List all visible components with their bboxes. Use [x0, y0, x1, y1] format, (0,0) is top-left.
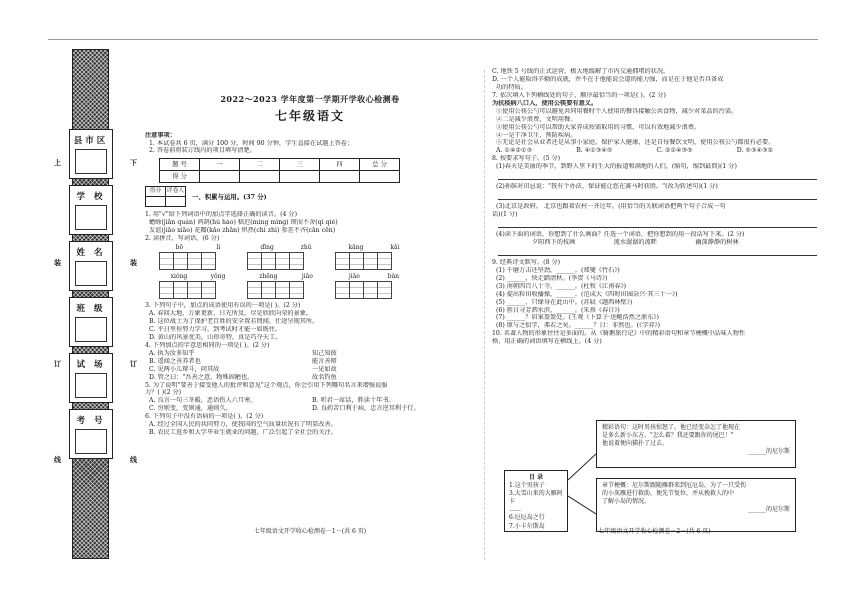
page-divider — [484, 70, 485, 560]
top-rule — [48, 39, 818, 40]
writing-cell[interactable] — [201, 281, 216, 299]
q10-toc — [504, 470, 568, 532]
q4-stem: 4. 下列加点的字意思相同的一项是( )。(2 分) — [145, 341, 270, 349]
writing-cell[interactable] — [201, 252, 216, 270]
pinyin: bō — [175, 244, 184, 252]
q6-option: B. 农民工返乡和大学毕业生就业的问题，广泛引起了全社会的关注。 — [149, 429, 337, 437]
field-county — [69, 129, 113, 179]
q4-left: D. 管之曰："吾善之意，物殊固陋也。 — [149, 373, 254, 381]
field-name — [69, 241, 113, 291]
writing-cell[interactable] — [275, 281, 290, 299]
summary-line: 章节梗概：尼尔斯跟随雁群来到厄厄岛。为了一只受伤 — [602, 482, 747, 489]
q4-right: 知己知彼 — [312, 349, 337, 357]
pinyin: bàn — [387, 273, 400, 281]
summary-line: 了解小岛的情况。 — [602, 498, 651, 506]
q6-option: C. 地铁 5 号线的正式运营，极大地缓解了市内交通拥堵的状况。 — [492, 68, 670, 75]
mark-zhuang-right: 装 — [130, 258, 137, 267]
q4-left: A. 执为汝多知乎 — [149, 349, 195, 357]
q5-option — [145, 405, 475, 413]
q8-s1: (1)春天是美丽的季节，到野人里下的生大的报道和满地的人们，(缩句，缩到最简)(1 分) — [496, 163, 737, 171]
q10-stem-cont: 格，用正确的词语填写在横线上。(4 分) — [492, 338, 602, 346]
field-county-label: 县市区 — [73, 136, 109, 146]
q2-row — [159, 244, 475, 270]
field-name-label: 姓 名 — [76, 248, 106, 258]
q5-stem-cont: 力？( )(2 分) — [145, 389, 182, 397]
field-class — [69, 297, 113, 347]
field-school — [69, 185, 113, 235]
q6-option: A. 经过全国人民的共同努力，使我国的空气质量状况有了明显改善。 — [149, 421, 337, 429]
field-class-input[interactable] — [75, 317, 107, 342]
q3-stem: 3. 下列句子中，加点的成语使用有误的一项是( )。(2 分) — [145, 302, 301, 310]
section-1-header — [145, 186, 475, 207]
q9-line: (1) 千磨万击还坚劲，______。(郑燮《竹石》) — [496, 266, 620, 274]
q8-word: 夕阳西下的枝画 — [532, 238, 576, 246]
pinyin: yǒng — [210, 273, 226, 281]
score-table-header — [160, 159, 400, 171]
q9-line: (2) ______，快走踏清秋。(李贺《马诗》) — [496, 274, 608, 282]
q5-opt: C. 穷则变，变则通，通则久。 — [149, 405, 232, 413]
writing-cell[interactable] — [335, 252, 350, 270]
q7-option: D. ⑤③④③② — [736, 147, 774, 155]
field-county-input[interactable] — [75, 149, 107, 174]
writing-cell[interactable] — [247, 281, 262, 299]
pinyin: dīng — [260, 244, 274, 252]
reviewer-cell[interactable] — [166, 197, 186, 207]
toc-title: 目 录 — [528, 474, 544, 481]
q9-line: (6) 胜日寻芳泗水滨，______。(朱熹《春日》) — [496, 306, 620, 314]
page-2 — [492, 68, 817, 535]
q9-line: (5) ______，只缘身在此山中。(苏轼《题西林壁》) — [496, 298, 633, 306]
score-table-row — [160, 171, 400, 183]
q8-s3: (3)北京是政府。 北京也跟着农村一齐过年。(用恰当的关联词语把两个句子合成一句 — [496, 203, 726, 211]
field-number-input[interactable] — [75, 429, 107, 454]
writing-cell[interactable] — [335, 281, 350, 299]
pinyin: li — [216, 244, 221, 252]
q3-option: D. 黄山的风景优美，山形奇特，真是巧夺天工。 — [149, 333, 282, 341]
q8-word: 流水潺潺的流畔 — [613, 238, 657, 246]
q7-option: C. ②①④③⑤ — [656, 147, 693, 155]
q4-option — [145, 374, 475, 382]
writing-cell[interactable] — [363, 252, 378, 270]
writing-cell[interactable] — [349, 281, 364, 299]
q8-s2: (2)孙膑对田忌说："我有个办法，保证能让您在赛马时获胜。"(改为转述句)(1 分) — [496, 183, 718, 191]
q9-stem: 9. 经典诗文默写。(8 分) — [492, 258, 561, 266]
mark-xian-right: 线 — [130, 455, 137, 464]
toc-item: 6.厄厄岛之行 — [509, 514, 545, 522]
writing-cell[interactable] — [377, 252, 392, 270]
q9-line: (3) 南朝四百八十寺，______。(杜牧《江南春》) — [496, 282, 627, 290]
score-cell[interactable] — [240, 171, 280, 183]
pinyin: kǎng — [348, 244, 364, 252]
footer-right: 七年级语文开学收心检测卷－2－(共 6 页) — [598, 528, 711, 535]
q2-stem: 2. 读拼音，写词语。(6 分) — [145, 235, 220, 243]
reviewer-table — [145, 186, 186, 207]
reviewer-score-label: 得分 — [146, 187, 166, 197]
score-header-cell: 总 分 — [360, 159, 400, 171]
q4-option — [145, 358, 475, 366]
q2-group — [159, 273, 237, 299]
q9-line: (8) 原与之俱学，弗若之矣。______？日：非然也。(《学弈》) — [496, 322, 661, 330]
q4-option — [145, 366, 475, 374]
q7-item: ⑤无论是社会从业者还是从事小家庭，保护家人健康，还是自每餐饮文明，使用公筷公勺都很有必要。 — [496, 139, 775, 147]
writing-cell[interactable] — [377, 281, 392, 299]
mark-xian-left: 线 — [54, 455, 61, 464]
q5-opt: A. 良言一句三冬暖，恶语伤人六月寒。 — [149, 397, 257, 405]
score-header-cell: 二 — [240, 159, 280, 171]
page-1 — [145, 70, 475, 535]
answer-line[interactable] — [498, 221, 817, 228]
q3-option: C. 平日里你努力学习，到考试时才能一如既往。 — [149, 325, 282, 333]
score-cell[interactable] — [200, 171, 240, 183]
q8-words — [492, 239, 817, 247]
field-name-input[interactable] — [75, 261, 107, 286]
toc-item: 7.小卡尔斯岛 — [509, 522, 545, 530]
q2-group — [159, 244, 237, 270]
mark-ding-left: 订 — [54, 359, 61, 368]
q4-right: 故名钓鱼 — [312, 373, 337, 381]
q7-item: ③使用公筷公勺可以帮助大家养成按需取用的习惯，可以有效地减少浪费。 — [496, 123, 701, 131]
writing-cell[interactable] — [159, 281, 174, 299]
writing-cell[interactable] — [173, 252, 188, 270]
exam-title: 2022～2023 学年度第一学期开学收心检测卷 — [220, 94, 400, 104]
mark-zhuang-left: 装 — [54, 258, 61, 267]
answer-line[interactable] — [498, 193, 817, 200]
q8-word: 幽深静静的树林 — [695, 238, 739, 246]
field-room — [69, 353, 113, 403]
q7-option: A. ①④②①③ — [496, 147, 533, 155]
notes-title: 注意事项： — [145, 131, 176, 139]
score-row-label: 得 分 — [160, 171, 200, 183]
q10-stem: 10. 名著人物的形象往往是多面的。从《骑鹅旅行记》中的精彩语句和章节梗概中品味人物性 — [492, 330, 746, 338]
writing-cell[interactable] — [349, 252, 364, 270]
subject-title: 七年级语文 — [274, 109, 345, 124]
writing-cell[interactable] — [247, 252, 262, 270]
section-1-title: 一、积累与运用。(37 分) — [192, 192, 267, 201]
writing-cell[interactable] — [187, 252, 202, 270]
q2-group — [247, 273, 325, 299]
pinyin: jiāo — [301, 273, 313, 281]
field-room-input[interactable] — [75, 373, 107, 398]
pinyin: xióng — [170, 273, 188, 281]
pinyin: jiāo — [348, 273, 360, 281]
q10-connector-lines — [568, 446, 596, 536]
writing-cell[interactable] — [261, 281, 276, 299]
writing-cell[interactable] — [173, 281, 188, 299]
q10-summary-box — [596, 478, 796, 532]
score-header-cell: 四 — [320, 159, 360, 171]
q2-group — [335, 273, 413, 299]
score-table — [159, 158, 400, 183]
score-cell[interactable] — [360, 171, 400, 183]
writing-cell[interactable] — [159, 252, 174, 270]
answer-line[interactable] — [498, 173, 817, 180]
q7-option: B. ④①③④⑤ — [576, 147, 613, 155]
excerpt-line: 他说着便向猫扑了过去。 — [602, 440, 669, 448]
binding-strip — [50, 44, 142, 564]
q3-option: A. 春回大地，万象更新，日光所及，尽是欣欣向荣的景象。 — [149, 310, 313, 318]
answer-line[interactable] — [498, 249, 817, 256]
writing-cell[interactable] — [187, 281, 202, 299]
pinyin: zhēng — [259, 273, 278, 281]
q5-stem: 5. 为了说明"要善于接受他人的批评和意见"这个观点，你会引用下列哪句名言来增强说服 — [145, 381, 388, 389]
summary-answer[interactable]: ______的尼尔斯 — [747, 506, 790, 514]
q2-group — [335, 244, 413, 270]
toc-item: 1.这个男孩子 — [509, 482, 545, 490]
field-school-input[interactable] — [75, 205, 107, 230]
q7-prompt: 为抗疫病八口入，使用公筷要有意义。 — [492, 99, 598, 107]
field-number — [69, 409, 113, 459]
footer-left: 七年级语文开学收心检测卷－1－(共 6 页) — [253, 528, 367, 535]
mark-ding-right: 订 — [130, 359, 137, 368]
mark-top-right: 下 — [130, 158, 137, 167]
excerpt-line: 精彩语句：这时男孩惊怒了。他已经变杂怎了他现在 — [602, 424, 741, 431]
score-cell[interactable] — [280, 171, 320, 183]
q1-line: 友谊(jiāo xiāo) 花瓣(kǎo zhān) 炽热(chì zhì) 参差不齐(cān cēn) — [149, 227, 336, 235]
writing-cell[interactable] — [289, 252, 304, 270]
field-class-label: 班 级 — [76, 304, 106, 314]
q10-excerpt-box — [596, 420, 796, 468]
q8-s4: (4)读下面的词语，你想到了什么画面？任选一个词语，把你想到的用一段话写下来。(2 分) — [496, 231, 745, 238]
field-school-label: 学 校 — [76, 192, 106, 202]
q8-stem: 8. 按要求写句子。(5 分) — [492, 155, 561, 163]
q1-line: 蟾蜍(jiǎn quán) 鸿鹄(hú háo) 嵇迟(míng mìng) 锲而不舍(qì qiè) — [149, 219, 338, 227]
q5-opt: D. 良药苦口利于病，忠言逆耳利于行。 — [312, 405, 420, 413]
notes-item: 1. 本试卷共 6 页，满分 100 分，时间 90 分钟，学生直接在试题上答卷； — [149, 139, 354, 147]
score-header-cell: 题 号 — [160, 159, 200, 171]
q6-stem: 6. 下列句子中没有语病的一项是( )。(2 分) — [145, 413, 264, 421]
q9-line: (7) ______？眉案盈盈处。(王观《卜算子·送鲍浩然之浙东》) — [496, 314, 659, 322]
writing-cell[interactable] — [363, 281, 378, 299]
q7-stem: 7. 依次填入下列横线处的句子，顺序最恰当的一项是( )。(2 分) — [492, 91, 666, 99]
writing-cell[interactable] — [275, 252, 290, 270]
q4-left: C. 见两小儿辩斗，问其故 — [149, 365, 220, 373]
q4-option — [145, 350, 475, 358]
q8-s3-cont: 话)(1 分) — [492, 211, 518, 219]
summary-line: 的小灰雁进行救助，便先节复位，并从挽救人的中 — [602, 490, 735, 498]
toc-item: 3.大雪山来的大雁阿卡 — [509, 490, 563, 506]
excerpt-answer[interactable]: ______的尼尔斯 — [747, 448, 790, 456]
mark-top-left: 上 — [54, 158, 61, 167]
q7-item: ②二是减少浪费，文明用餐。 — [496, 115, 577, 123]
pinyin: kǎi — [390, 244, 400, 252]
q9-line: (4) 提出粒田收播操，______。(范成大《四时田园杂兴·其三十一》) — [496, 290, 678, 298]
reviewer-label: 评卷人 — [166, 187, 186, 197]
pinyin: zhǔ — [300, 244, 312, 252]
writing-cell[interactable] — [261, 252, 276, 270]
q4-right: 一见如故 — [312, 365, 337, 373]
toc-item: …… — [509, 506, 521, 514]
q5-opt: B. 听君一席话，胜读十年书。 — [312, 397, 395, 405]
q6-option: 功的特质。 — [496, 83, 527, 91]
score-header-cell: 一 — [200, 159, 240, 171]
q2-group — [247, 244, 325, 270]
field-number-label: 考 号 — [76, 416, 106, 426]
q7-options — [492, 147, 817, 155]
excerpt-line: 是多么新小东方。"怎么着？我还要跟你的尾巴！" — [602, 432, 734, 440]
q3-option: B. 这位战士为了保护老百姓的安全置若罔闻，仕途呈现其所。 — [149, 318, 319, 326]
score-header-cell: 三 — [280, 159, 320, 171]
writing-cell[interactable] — [289, 281, 304, 299]
q7-item: ①使用公筷公勺可以避免共同用餐时个人使用的餐具接触公共食物，减少对菜品的污染。 — [496, 107, 738, 115]
field-room-label: 试 场 — [76, 360, 106, 370]
q2-row — [159, 273, 475, 299]
notes-item: 2. 答卷前将装订线内的项目填写清楚。 — [149, 147, 256, 155]
q1-stem: 1. 用"√"给下列词语中的加点字选择正确的读音。(4 分) — [145, 211, 297, 219]
reviewer-score-cell[interactable] — [146, 197, 166, 207]
q4-right: 能言善辩 — [312, 357, 337, 365]
q6-option: D. 一个人能取得辛勤的成就，并不在于他能说会道的能力强，而是在于他是否具备成 — [492, 75, 724, 83]
q4-left: B. 遥闻之善养者也 — [149, 357, 201, 365]
score-cell[interactable] — [320, 171, 360, 183]
q7-item: ④一是干净卫生，预防疾病。 — [496, 131, 577, 139]
